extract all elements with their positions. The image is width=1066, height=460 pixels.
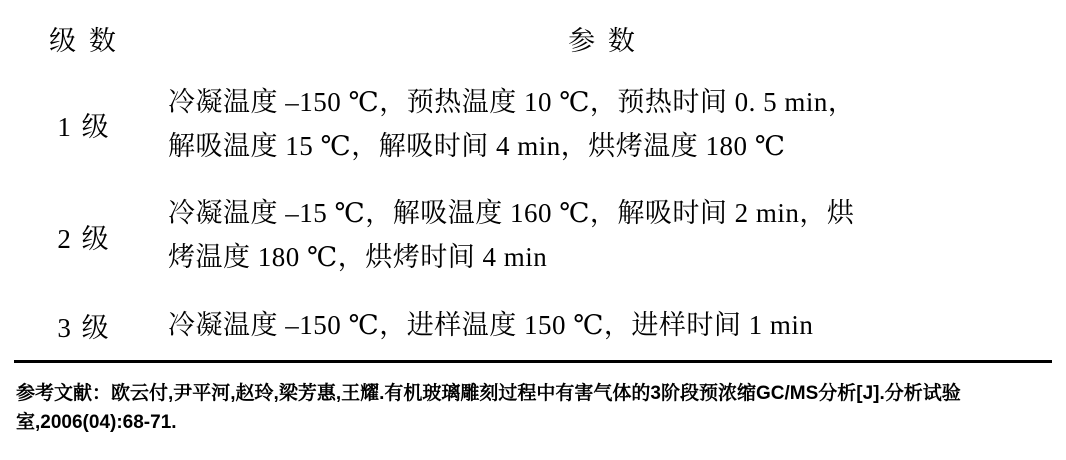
column-header-level: 级 数 xyxy=(49,26,119,56)
reference-text: 参考文献：欧云付,尹平河,赵玲,梁芳惠,王耀.有机玻璃雕刻过程中有害气体的3阶段预浓缩GC/MS分析[J].分析试验室,2006(04):68-71. xyxy=(16,382,961,434)
param-value xyxy=(154,69,1052,180)
table-row xyxy=(14,69,1052,180)
column-header-param: 参 数 xyxy=(568,26,638,56)
parameter-table xyxy=(14,10,1052,363)
param-line: 冷凝温度 –15 ℃，解吸温度 160 ℃，解吸时间 2 min，烘 xyxy=(168,198,855,229)
param-value xyxy=(154,180,1052,291)
document-page xyxy=(0,10,1066,460)
table-row xyxy=(14,292,1052,361)
table-header-row xyxy=(14,10,1052,69)
param-line: 烤温度 180 ℃，烘烤时间 4 min xyxy=(168,242,548,273)
level-value: 2 级 xyxy=(57,223,111,254)
level-value: 1 级 xyxy=(57,112,111,143)
level-value: 3 级 xyxy=(14,292,154,361)
param-line: 冷凝温度 –150 ℃，进样温度 150 ℃，进样时间 1 min xyxy=(168,309,814,340)
param-line: 冷凝温度 –150 ℃，预热温度 10 ℃，预热时间 0. 5 min， xyxy=(168,87,856,117)
table-row xyxy=(14,180,1052,291)
param-value xyxy=(154,292,1052,361)
param-line: 解吸温度 15 ℃，解吸时间 4 min，烘烤温度 180 ℃ xyxy=(168,130,786,161)
